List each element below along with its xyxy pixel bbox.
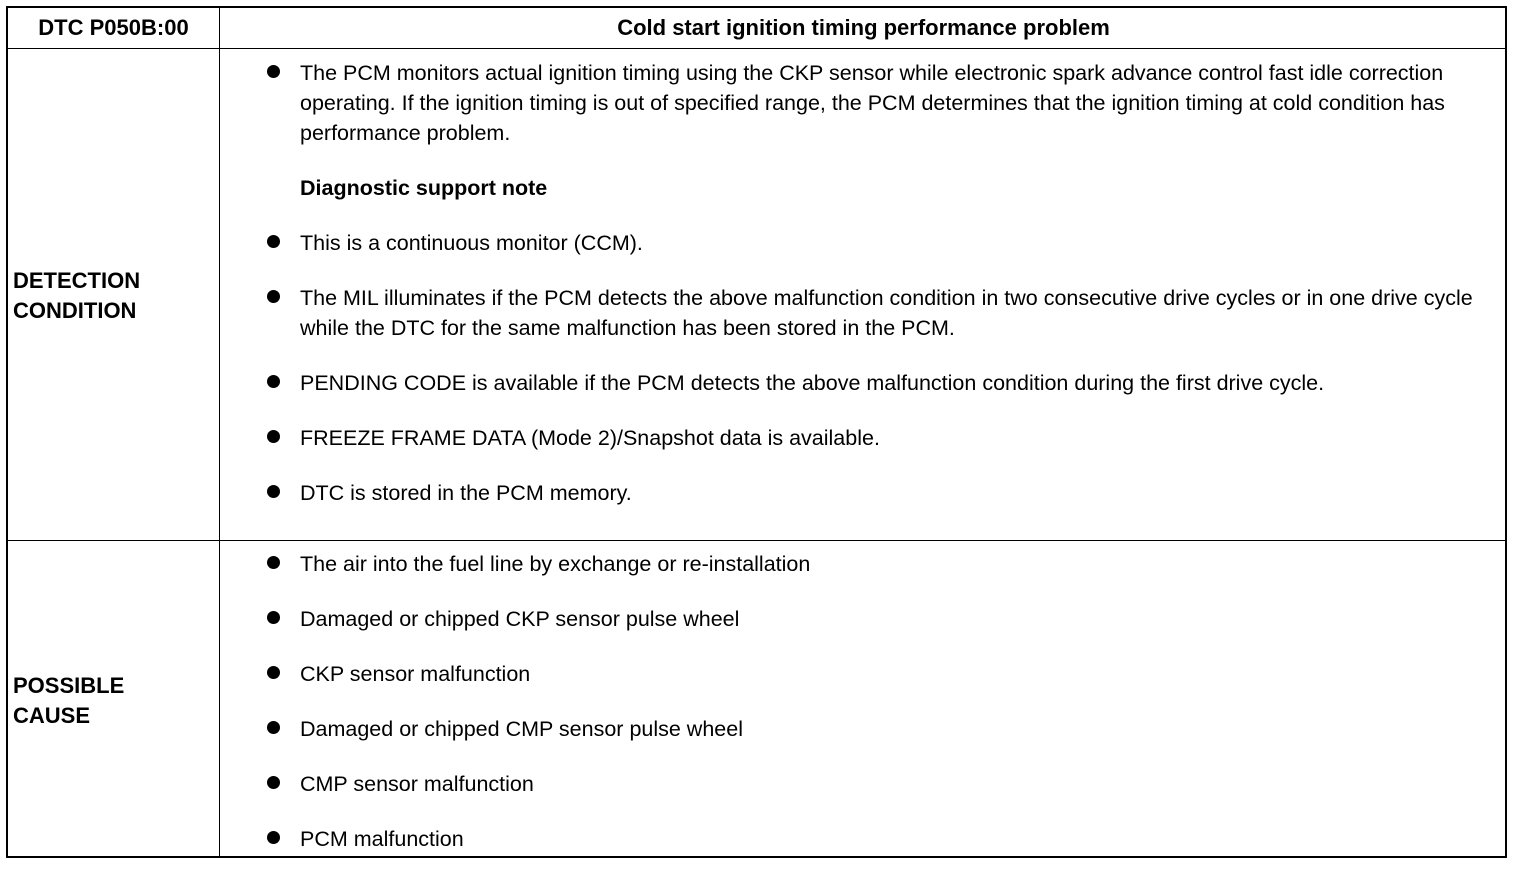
list-item [220, 368, 1507, 398]
detection-condition-content [220, 58, 1507, 533]
list-item [220, 604, 1507, 634]
dtc-title: Cold start ignition timing performance problem [617, 15, 1110, 40]
cause-item-text: PCM malfunction [300, 827, 464, 851]
cause-item-text: Damaged or chipped CKP sensor pulse wheel [300, 607, 740, 631]
bullet-icon [267, 721, 280, 734]
possible-cause-label [13, 671, 213, 731]
list-item [220, 58, 1507, 148]
list-item [220, 478, 1507, 508]
cause-item-text: CKP sensor malfunction [300, 662, 531, 686]
cause-label-line2: CAUSE [13, 703, 91, 728]
bullet-icon [267, 65, 280, 78]
bullet-icon [267, 666, 280, 679]
bullet-icon [267, 831, 280, 844]
bullet-icon [267, 375, 280, 388]
detection-item-text: DTC is stored in the PCM memory. [300, 481, 632, 505]
dtc-table [6, 6, 1507, 858]
detection-label-line1: DETECTION [13, 268, 141, 293]
row-divider-header [8, 48, 1505, 49]
note-heading-text: Diagnostic support note [300, 176, 548, 200]
detection-condition-label [13, 266, 213, 326]
possible-cause-content [220, 549, 1507, 879]
diagnostic-support-note-heading [220, 173, 1507, 203]
list-item [220, 423, 1507, 453]
detection-label-line2: CONDITION [13, 298, 137, 323]
bullet-icon [267, 611, 280, 624]
dtc-code: DTC P050B:00 [38, 15, 189, 40]
list-item [220, 714, 1507, 744]
bullet-icon [267, 776, 280, 789]
bullet-icon [267, 556, 280, 569]
detection-item-text: This is a continuous monitor (CCM). [300, 231, 643, 255]
bullet-icon [267, 290, 280, 303]
bullet-icon [267, 485, 280, 498]
bullet-icon [267, 430, 280, 443]
list-item [220, 228, 1507, 258]
detection-item-text: The MIL illuminates if the PCM detects the above malfunction condition in two consecutive drive cycles or in one drive cycle while the DTC for the same malfunction has been stored in the PCM. [300, 286, 1473, 340]
detection-item-text: The PCM monitors actual ignition timing using the CKP sensor while electronic spark advance control fast idle correction operating. If the ignition timing is out of specified range, the PCM determines that the ignition timing at cold condition has performance problem. [300, 61, 1445, 145]
bullet-icon [267, 235, 280, 248]
cause-item-text: CMP sensor malfunction [300, 772, 534, 796]
detection-item-text: FREEZE FRAME DATA (Mode 2)/Snapshot data is available. [300, 426, 880, 450]
cause-item-text: The air into the fuel line by exchange or re-installation [300, 552, 811, 576]
list-item [220, 824, 1507, 854]
list-item [220, 769, 1507, 799]
cause-item-text: Damaged or chipped CMP sensor pulse wheel [300, 717, 743, 741]
detection-item-text: PENDING CODE is available if the PCM detects the above malfunction condition during the first drive cycle. [300, 371, 1325, 395]
list-item [220, 549, 1507, 579]
list-item [220, 659, 1507, 689]
cause-label-line1: POSSIBLE [13, 673, 125, 698]
row-divider-cause [8, 540, 1505, 541]
list-item [220, 283, 1507, 343]
